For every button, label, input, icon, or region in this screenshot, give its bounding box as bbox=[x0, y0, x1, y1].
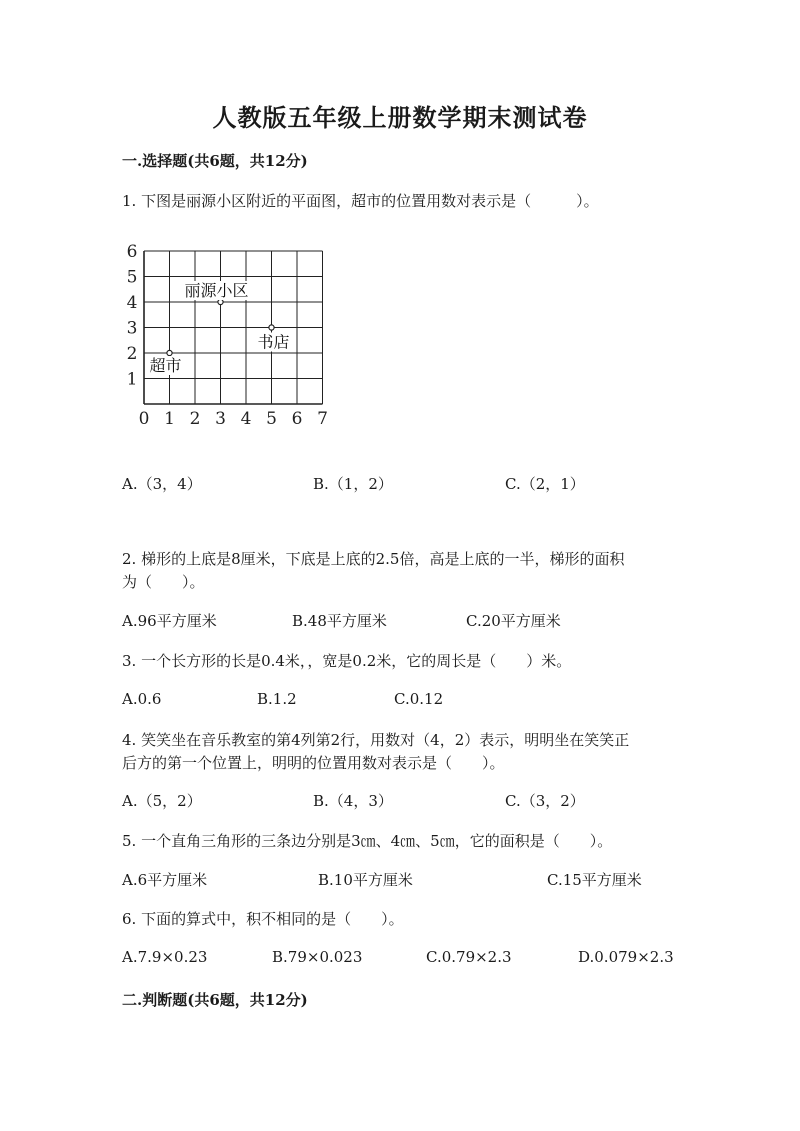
question-1-text: 1. 下图是丽源小区附近的平面图，超市的位置用数对表示是（ ）。 bbox=[122, 192, 599, 210]
page-title: 人教版五年级上册数学期末测试卷 bbox=[212, 103, 588, 132]
question-6-option-b: B.79×0.023 bbox=[272, 948, 363, 966]
question-2-text-cont: 为（ ）。 bbox=[122, 573, 205, 591]
question-3-option-b: B.1.2 bbox=[257, 690, 297, 708]
place-label: 书店 bbox=[257, 332, 290, 352]
question-1-option-b: B.（1，2） bbox=[313, 475, 393, 493]
question-6-option-d: D.0.079×2.3 bbox=[578, 948, 674, 966]
question-3-option-a: A.0.6 bbox=[122, 690, 162, 708]
question-1-option-c: C.（2，1） bbox=[505, 475, 585, 493]
place-point bbox=[218, 299, 223, 304]
x-tick-label: 3 bbox=[215, 409, 226, 429]
grid-lines bbox=[144, 251, 323, 404]
question-5-option-c: C.15平方厘米 bbox=[547, 871, 642, 889]
question-5-option-a: A.6平方厘米 bbox=[122, 871, 208, 889]
grid-tick-labels bbox=[127, 242, 328, 429]
question-2-option-c: C.20平方厘米 bbox=[466, 612, 561, 630]
place-label: 超市 bbox=[149, 356, 182, 375]
y-tick-label: 1 bbox=[126, 369, 138, 390]
question-2-text: 2. 梯形的上底是8厘米，下底是上底的2.5倍，高是上底的一半，梯形的面积 bbox=[122, 550, 625, 568]
x-tick-label: 7 bbox=[317, 409, 328, 429]
question-4-option-c: C.（3，2） bbox=[505, 792, 585, 810]
section-heading-choice: 一.选择题(共6题，共12分) bbox=[122, 152, 308, 170]
question-4-option-a: A.（5，2） bbox=[122, 792, 202, 810]
question-6-text: 6. 下面的算式中，积不相同的是（ ）。 bbox=[122, 910, 404, 928]
question-6-option-c: C.0.79×2.3 bbox=[426, 948, 512, 966]
section-heading-judgement: 二.判断题(共6题，共12分) bbox=[122, 991, 308, 1009]
place-point bbox=[167, 350, 172, 355]
question-5-option-b: B.10平方厘米 bbox=[318, 871, 413, 889]
question-4-option-b: B.（4，3） bbox=[313, 792, 393, 810]
coordinate-grid-figure bbox=[122, 240, 342, 430]
y-tick-label: 2 bbox=[126, 344, 138, 364]
question-3-option-c: C.0.12 bbox=[394, 690, 444, 708]
x-tick-label: 0 bbox=[138, 409, 150, 429]
y-tick-label: 5 bbox=[126, 267, 138, 288]
x-tick-label: 2 bbox=[189, 409, 201, 429]
question-4-text: 4. 笑笑坐在音乐教室的第4列第2行，用数对（4，2）表示，明明坐在笑笑正 bbox=[122, 731, 630, 749]
x-tick-label: 5 bbox=[266, 409, 277, 429]
x-tick-label: 1 bbox=[164, 409, 175, 429]
y-tick-label: 4 bbox=[126, 293, 138, 313]
place-label: 丽源小区 bbox=[184, 281, 249, 300]
x-tick-label: 4 bbox=[240, 409, 252, 429]
x-tick-label: 6 bbox=[291, 409, 303, 429]
question-2-option-a: A.96平方厘米 bbox=[122, 612, 217, 630]
question-2-option-b: B.48平方厘米 bbox=[292, 612, 387, 630]
question-1-option-a: A.（3，4） bbox=[122, 475, 202, 493]
y-tick-label: 3 bbox=[126, 318, 138, 339]
y-tick-label: 6 bbox=[126, 242, 138, 262]
question-6-option-a: A.7.9×0.23 bbox=[122, 948, 208, 966]
question-4-text-cont: 后方的第一个位置上，明明的位置用数对表示是（ ）。 bbox=[122, 754, 505, 772]
question-3-text: 3. 一个长方形的长是0.4米，，宽是0.2米，它的周长是（ ）米。 bbox=[122, 652, 572, 670]
place-point bbox=[269, 325, 274, 330]
question-5-text: 5. 一个直角三角形的三条边分别是3㎝、4㎝、5㎝，它的面积是（ ）。 bbox=[122, 832, 613, 850]
